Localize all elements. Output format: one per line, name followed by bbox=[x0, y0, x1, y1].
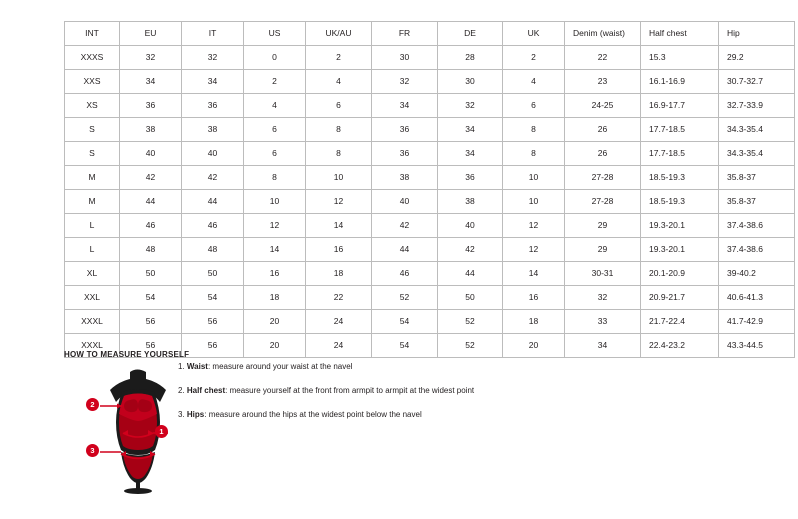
cell-eu: 40 bbox=[120, 142, 182, 166]
cell-it: 40 bbox=[182, 142, 244, 166]
cell-fr: 52 bbox=[372, 286, 438, 310]
cell-denim-waist: 30-31 bbox=[565, 262, 641, 286]
table-row bbox=[65, 70, 795, 94]
instruction-text: : measure yourself at the front from armpit to armpit at the widest point bbox=[225, 386, 475, 395]
cell-us: 14 bbox=[244, 238, 306, 262]
cell-it: 32 bbox=[182, 46, 244, 70]
cell-it: 46 bbox=[182, 214, 244, 238]
cell-us: 6 bbox=[244, 142, 306, 166]
cell-fr: 40 bbox=[372, 190, 438, 214]
cell-eu: 56 bbox=[120, 310, 182, 334]
table-row bbox=[65, 118, 795, 142]
instruction-text: : measure around your waist at the navel bbox=[207, 362, 353, 371]
cell-half-chest: 16.9-17.7 bbox=[641, 94, 719, 118]
marker-badge-1: 1 bbox=[155, 425, 168, 438]
cell-de: 42 bbox=[438, 238, 503, 262]
cell-denim-waist: 26 bbox=[565, 142, 641, 166]
cell-eu: 36 bbox=[120, 94, 182, 118]
cell-hip: 39-40.2 bbox=[719, 262, 795, 286]
marker-badge-2: 2 bbox=[86, 398, 99, 411]
cell-half-chest: 19.3-20.1 bbox=[641, 238, 719, 262]
cell-fr: 46 bbox=[372, 262, 438, 286]
cell-uk: 20 bbox=[503, 334, 565, 358]
cell-eu: 34 bbox=[120, 70, 182, 94]
cell-de: 34 bbox=[438, 118, 503, 142]
cell-uk: 8 bbox=[503, 142, 565, 166]
column-header-fr: FR bbox=[372, 22, 438, 46]
column-header-uk-au: UK/AU bbox=[306, 22, 372, 46]
cell-int: XXL bbox=[65, 286, 120, 310]
cell-us: 4 bbox=[244, 94, 306, 118]
cell-us: 16 bbox=[244, 262, 306, 286]
table-row bbox=[65, 310, 795, 334]
instruction-number: 2. bbox=[178, 386, 185, 395]
cell-us: 0 bbox=[244, 46, 306, 70]
cell-eu: 54 bbox=[120, 286, 182, 310]
cell-int: L bbox=[65, 214, 120, 238]
cell-fr: 38 bbox=[372, 166, 438, 190]
cell-hip: 29.2 bbox=[719, 46, 795, 70]
cell-it: 44 bbox=[182, 190, 244, 214]
cell-uk-au: 4 bbox=[306, 70, 372, 94]
cell-denim-waist: 23 bbox=[565, 70, 641, 94]
how-to-measure-title: HOW TO MEASURE YOURSELF bbox=[64, 350, 190, 359]
cell-de: 44 bbox=[438, 262, 503, 286]
cell-denim-waist: 26 bbox=[565, 118, 641, 142]
column-header-de: DE bbox=[438, 22, 503, 46]
instruction-item-half-chest bbox=[178, 386, 598, 396]
table-row bbox=[65, 262, 795, 286]
cell-uk: 18 bbox=[503, 310, 565, 334]
cell-half-chest: 17.7-18.5 bbox=[641, 118, 719, 142]
cell-uk-au: 8 bbox=[306, 142, 372, 166]
table-row bbox=[65, 238, 795, 262]
cell-de: 38 bbox=[438, 190, 503, 214]
cell-it: 38 bbox=[182, 118, 244, 142]
cell-hip: 35.8-37 bbox=[719, 190, 795, 214]
instruction-term: Waist bbox=[186, 362, 208, 371]
cell-it: 36 bbox=[182, 94, 244, 118]
cell-fr: 54 bbox=[372, 334, 438, 358]
table-row bbox=[65, 142, 795, 166]
cell-half-chest: 17.7-18.5 bbox=[641, 142, 719, 166]
table-row bbox=[65, 190, 795, 214]
cell-denim-waist: 22 bbox=[565, 46, 641, 70]
cell-hip: 43.3-44.5 bbox=[719, 334, 795, 358]
cell-denim-waist: 34 bbox=[565, 334, 641, 358]
table-row bbox=[65, 94, 795, 118]
cell-hip: 32.7-33.9 bbox=[719, 94, 795, 118]
cell-us: 18 bbox=[244, 286, 306, 310]
cell-int: M bbox=[65, 166, 120, 190]
cell-fr: 44 bbox=[372, 238, 438, 262]
instruction-item-hips bbox=[178, 410, 598, 420]
cell-it: 48 bbox=[182, 238, 244, 262]
column-header-half-chest: Half chest bbox=[641, 22, 719, 46]
cell-uk: 16 bbox=[503, 286, 565, 310]
cell-eu: 56 bbox=[120, 334, 182, 358]
cell-uk-au: 24 bbox=[306, 334, 372, 358]
cell-de: 40 bbox=[438, 214, 503, 238]
instruction-number: 3. bbox=[178, 410, 185, 419]
column-header-it: IT bbox=[182, 22, 244, 46]
cell-it: 54 bbox=[182, 286, 244, 310]
cell-de: 36 bbox=[438, 166, 503, 190]
cell-int: XXXS bbox=[65, 46, 120, 70]
cell-fr: 34 bbox=[372, 94, 438, 118]
cell-hip: 37.4-38.6 bbox=[719, 238, 795, 262]
cell-int: M bbox=[65, 190, 120, 214]
cell-it: 34 bbox=[182, 70, 244, 94]
cell-hip: 40.6-41.3 bbox=[719, 286, 795, 310]
cell-uk: 8 bbox=[503, 118, 565, 142]
size-chart-table-wrapper bbox=[64, 21, 763, 358]
measure-instructions bbox=[178, 362, 598, 434]
cell-de: 28 bbox=[438, 46, 503, 70]
marker-badge-3: 3 bbox=[86, 444, 99, 457]
cell-de: 52 bbox=[438, 334, 503, 358]
table-body bbox=[65, 46, 795, 358]
cell-uk-au: 8 bbox=[306, 118, 372, 142]
cell-half-chest: 15.3 bbox=[641, 46, 719, 70]
table-row bbox=[65, 286, 795, 310]
cell-uk: 10 bbox=[503, 190, 565, 214]
cell-half-chest: 18.5-19.3 bbox=[641, 190, 719, 214]
cell-eu: 32 bbox=[120, 46, 182, 70]
cell-uk-au: 16 bbox=[306, 238, 372, 262]
cell-hip: 35.8-37 bbox=[719, 166, 795, 190]
cell-int: S bbox=[65, 142, 120, 166]
cell-denim-waist: 29 bbox=[565, 238, 641, 262]
instruction-term: Hips bbox=[186, 410, 205, 419]
cell-eu: 38 bbox=[120, 118, 182, 142]
cell-denim-waist: 27-28 bbox=[565, 190, 641, 214]
cell-us: 8 bbox=[244, 166, 306, 190]
cell-de: 32 bbox=[438, 94, 503, 118]
cell-uk: 2 bbox=[503, 46, 565, 70]
cell-uk-au: 24 bbox=[306, 310, 372, 334]
cell-uk: 4 bbox=[503, 70, 565, 94]
cell-denim-waist: 24-25 bbox=[565, 94, 641, 118]
cell-hip: 37.4-38.6 bbox=[719, 214, 795, 238]
instruction-term: Half chest bbox=[186, 386, 226, 395]
cell-uk: 12 bbox=[503, 214, 565, 238]
cell-fr: 36 bbox=[372, 118, 438, 142]
table-row bbox=[65, 214, 795, 238]
instruction-item-waist bbox=[178, 362, 598, 372]
cell-half-chest: 20.9-21.7 bbox=[641, 286, 719, 310]
column-header-denim-waist: Denim (waist) bbox=[565, 22, 641, 46]
instruction-text: : measure around the hips at the widest point below the navel bbox=[204, 410, 422, 419]
table-header bbox=[65, 22, 795, 46]
cell-it: 42 bbox=[182, 166, 244, 190]
column-header-eu: EU bbox=[120, 22, 182, 46]
cell-fr: 30 bbox=[372, 46, 438, 70]
cell-denim-waist: 33 bbox=[565, 310, 641, 334]
cell-us: 10 bbox=[244, 190, 306, 214]
column-header-hip: Hip bbox=[719, 22, 795, 46]
cell-denim-waist: 27-28 bbox=[565, 166, 641, 190]
cell-hip: 30.7-32.7 bbox=[719, 70, 795, 94]
cell-half-chest: 21.7-22.4 bbox=[641, 310, 719, 334]
cell-uk-au: 14 bbox=[306, 214, 372, 238]
cell-eu: 44 bbox=[120, 190, 182, 214]
cell-hip: 34.3-35.4 bbox=[719, 118, 795, 142]
cell-us: 20 bbox=[244, 334, 306, 358]
cell-half-chest: 16.1-16.9 bbox=[641, 70, 719, 94]
cell-half-chest: 20.1-20.9 bbox=[641, 262, 719, 286]
cell-int: XS bbox=[65, 94, 120, 118]
cell-eu: 48 bbox=[120, 238, 182, 262]
cell-it: 56 bbox=[182, 310, 244, 334]
cell-uk: 12 bbox=[503, 238, 565, 262]
cell-int: XL bbox=[65, 262, 120, 286]
cell-uk: 6 bbox=[503, 94, 565, 118]
cell-fr: 54 bbox=[372, 310, 438, 334]
cell-fr: 42 bbox=[372, 214, 438, 238]
cell-uk-au: 2 bbox=[306, 46, 372, 70]
cell-uk: 10 bbox=[503, 166, 565, 190]
cell-eu: 50 bbox=[120, 262, 182, 286]
cell-de: 50 bbox=[438, 286, 503, 310]
cell-eu: 42 bbox=[120, 166, 182, 190]
cell-us: 6 bbox=[244, 118, 306, 142]
cell-int: S bbox=[65, 118, 120, 142]
cell-int: XXS bbox=[65, 70, 120, 94]
instruction-number: 1. bbox=[178, 362, 185, 371]
cell-uk: 14 bbox=[503, 262, 565, 286]
cell-de: 30 bbox=[438, 70, 503, 94]
cell-half-chest: 18.5-19.3 bbox=[641, 166, 719, 190]
cell-denim-waist: 29 bbox=[565, 214, 641, 238]
table-row bbox=[65, 46, 795, 70]
cell-de: 34 bbox=[438, 142, 503, 166]
cell-us: 12 bbox=[244, 214, 306, 238]
cell-it: 50 bbox=[182, 262, 244, 286]
cell-half-chest: 19.3-20.1 bbox=[641, 214, 719, 238]
column-header-us: US bbox=[244, 22, 306, 46]
cell-it: 56 bbox=[182, 334, 244, 358]
cell-eu: 46 bbox=[120, 214, 182, 238]
cell-fr: 32 bbox=[372, 70, 438, 94]
column-header-uk: UK bbox=[503, 22, 565, 46]
cell-uk-au: 6 bbox=[306, 94, 372, 118]
cell-us: 20 bbox=[244, 310, 306, 334]
cell-int: XXXL bbox=[65, 334, 120, 358]
cell-int: L bbox=[65, 238, 120, 262]
column-header-int: INT bbox=[65, 22, 120, 46]
cell-half-chest: 22.4-23.2 bbox=[641, 334, 719, 358]
table-header-row bbox=[65, 22, 795, 46]
size-chart-table bbox=[64, 21, 795, 358]
cell-de: 52 bbox=[438, 310, 503, 334]
cell-us: 2 bbox=[244, 70, 306, 94]
cell-int: XXXL bbox=[65, 310, 120, 334]
cell-uk-au: 10 bbox=[306, 166, 372, 190]
cell-uk-au: 18 bbox=[306, 262, 372, 286]
cell-fr: 36 bbox=[372, 142, 438, 166]
cell-hip: 41.7-42.9 bbox=[719, 310, 795, 334]
cell-hip: 34.3-35.4 bbox=[719, 142, 795, 166]
cell-uk-au: 22 bbox=[306, 286, 372, 310]
table-row bbox=[65, 166, 795, 190]
cell-uk-au: 12 bbox=[306, 190, 372, 214]
cell-denim-waist: 32 bbox=[565, 286, 641, 310]
